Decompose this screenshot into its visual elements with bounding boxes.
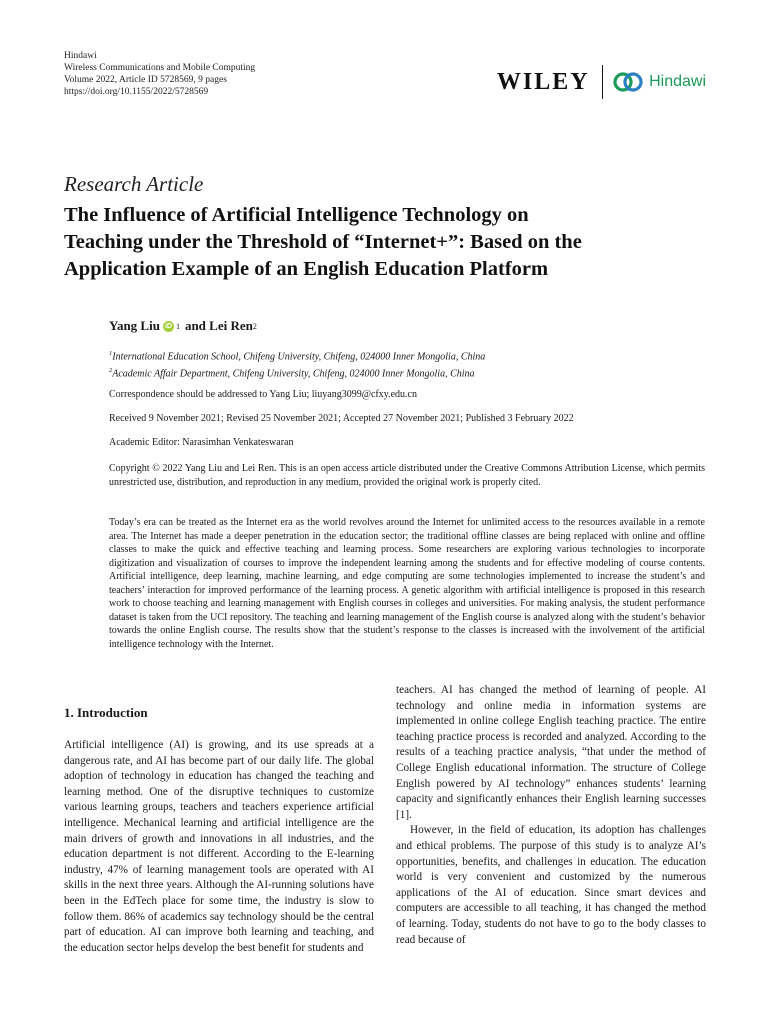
- publisher-logos: [497, 62, 706, 102]
- academic-editor: Academic Editor: Narasimhan Venkateswaran: [109, 437, 294, 448]
- author-list: [109, 318, 257, 334]
- author-affiliation-mark: 2: [252, 321, 257, 331]
- affiliation-item: $^1$International Education School, Chifeng University, Chifeng, 024000 Inner Mongolia, China: [109, 350, 486, 363]
- publication-dates: Received 9 November 2021; Revised 25 November 2021; Accepted 27 November 2021; Published 3 February 2022: [109, 413, 574, 424]
- journal-name: Wireless Communications and Mobile Computing: [64, 63, 256, 73]
- article-title: [64, 202, 684, 283]
- correspondence: Correspondence should be addressed to Yang Liu; liuyang3099@cfxy.edu.cn: [109, 389, 417, 400]
- logo-divider: [602, 65, 604, 99]
- copyright-notice: Copyright © 2022 Yang Liu and Lei Ren. This is an open access article distributed under the Creative Commons Attribution License, which permits unrestricted use, distribution, and reproduction in any medium, provided the original work is properly cited.: [109, 463, 705, 488]
- paragraph: However, in the field of education, its adoption has challenges and ethical problems. The purpose of this study is to analyze AI’s opportunities, benefits, and challenges in education. The education world is very convenient and customized by the numerous applications of the AI of education. Since smart devices and computers are accessible to all teaching, it has changed the method of learning. Today, students do not have to go to the body classes to read because of: [396, 824, 706, 946]
- journal-header: [64, 50, 255, 98]
- affiliations: [109, 347, 485, 382]
- author-affiliation-mark: 1: [175, 321, 180, 331]
- orcid-icon[interactable]: iD: [164, 322, 172, 330]
- article-type: Research Article: [64, 172, 204, 196]
- publisher-name: Hindawi: [64, 51, 97, 61]
- body-column-left: [64, 738, 374, 956]
- hindawi-logo-text: Hindawi: [649, 73, 706, 90]
- author-name[interactable]: Yang Liu: [109, 318, 160, 333]
- section-heading: 1. Introduction: [64, 705, 148, 720]
- body-column-right: [396, 683, 706, 948]
- volume-info: Volume 2022, Article ID 5728569, 9 pages: [64, 75, 227, 85]
- doi-link[interactable]: https://doi.org/10.1155/2022/5728569: [64, 87, 209, 97]
- paragraph: Artificial intelligence (AI) is growing, and its use spreads at a dangerous rate, and AI has become part of our daily life. The global adoption of technology in education has changed the teaching and learning method. One of the disruptive techniques to customize various learning groups, teachers and teachers experience artificial intelligence. Mechanical learning and artificial intelligence are the main drivers of growth and innovations in all industries, and the education department is not different. According to the E-learning industry, 47% of learning management tools are operated with AI skills in the next three years. Although the AI-running solutions have been in the EdTech place for some time, the industry is slow to follow them. 86% of academics say technology should be the central part of education. AI can improve both learning and teaching, and the education sector helps develop the best benefit for students and: [64, 739, 374, 954]
- title-line: The Influence of Artificial Intelligence Technology on: [64, 204, 529, 226]
- wiley-logo: WILEY: [496, 68, 590, 95]
- title-line: Teaching under the Threshold of “Internet+”: Based on the: [64, 231, 582, 253]
- paragraph: teachers. AI has changed the method of learning of people. AI technology and online media in information systems are implemented in online college English teaching practice. The entire teaching practice process is recorded and analyzed. According to the results of a teaching practice analysis, “that under the method of College English educational information. The structure of College English powered by AI technology” enhances students’ learning capacity and significantly enhances their English learning successes [1].: [396, 684, 706, 821]
- affiliation-item: $^2$Academic Affair Department, Chifeng University, Chifeng, 024000 Inner Mongolia, China: [109, 367, 475, 380]
- title-line: Application Example of an English Education Platform: [64, 258, 549, 280]
- author-name[interactable]: and Lei Ren: [184, 318, 253, 333]
- abstract: Today’s era can be treated as the Internet era as the world revolves around the Internet for unlimited access to the resources available in a remote area. The Internet has made a deeper penetration in the education sector; the traditional offline classes are being replaced with online and offline classes to make the quick and effective teaching and learning process. Some researchers are exploring various technologies to incorporate digitization and visualization of courses to improve the independent learning among the students and for effective modeling of course contents. Artificial intelligence, deep learning, machine learning, and edge computing are some technologies implemented to increase the student’s and teachers’ interaction for improved performance of the learning process. A genetic algorithm with artificial intelligence is proposed in this research work to choose teaching and learning management with English courses in colleges and universities. For making analysis, the student performance dataset is taken from the UCI repository. The teaching and learning management of the English course is analyzed along with the student’s behavior towards the online English course. The results show that the student’s response to the classes is increased with the involvement of the artificial intelligence technology with the Internet.: [109, 517, 705, 650]
- hindawi-linked-rings-icon: [613, 71, 643, 93]
